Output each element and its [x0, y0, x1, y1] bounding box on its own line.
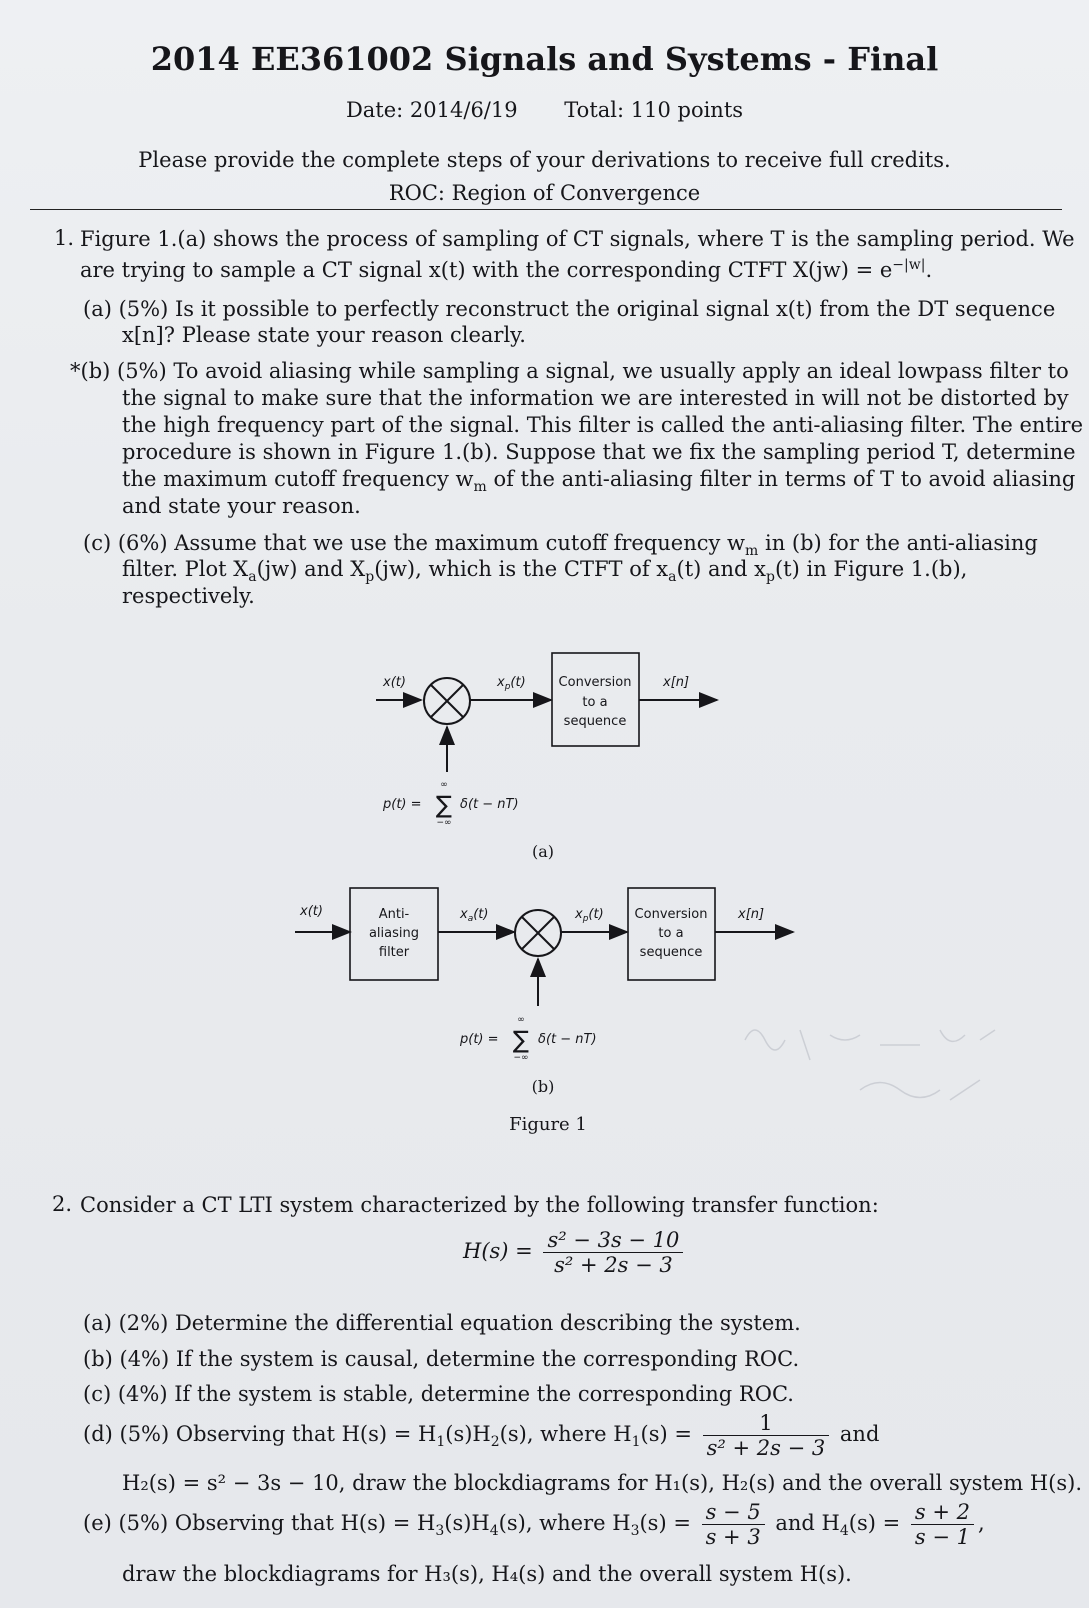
q2d-line2: H₂(s) = s² − 3s − 10, draw the blockdiagrams for H₁(s), H₂(s) and the overall system H(s).: [122, 1471, 1082, 1495]
q2e-fraction-2: $\frac{s + 2}{s - 1}$: [911, 1500, 974, 1549]
fig1a-pulse-label: p(t) =: [383, 797, 422, 812]
q2a: (a) (2%) Determine the differential equation describing the system.: [83, 1311, 801, 1335]
q1b-line1: *(b) (5%) To avoid aliasing while sampling a signal, we usually apply an ideal lowpass filter to: [70, 359, 1069, 383]
fig1b-input-label: x(t): [300, 904, 323, 919]
q2b: (b) (4%) If the system is causal, determine the corresponding ROC.: [83, 1347, 800, 1371]
bleed-through-marks: [740, 1010, 1040, 1130]
q1b-line2: the signal to make sure that the information we are interested in will not be distorted by: [122, 386, 1069, 410]
svg-text:−∞: −∞: [513, 1053, 529, 1063]
exam-total: Total: 110 points: [564, 98, 744, 122]
figure-1-caption: Figure 1: [509, 1114, 587, 1135]
fig1b-xp-label: $x_p(t)$: [575, 907, 604, 924]
q2-transfer-function: H(s) = $\frac{\text{s² − 3s − 10}}{\text{s² + 2s − 3}}$: [463, 1228, 687, 1277]
header-divider: [30, 209, 1062, 210]
q2c: (c) (4%) If the system is stable, determine the corresponding ROC.: [83, 1382, 794, 1406]
svg-text:sequence: sequence: [563, 714, 627, 729]
roc-note: ROC: Region of Convergence: [388, 181, 701, 205]
svg-text:∑: ∑: [435, 791, 453, 819]
svg-text:sequence: sequence: [639, 945, 703, 960]
q1c-line2: filter. Plot $X_a(jw)$ and $X_p(jw)$, which is the CTFT of $x_a(t)$ and $x_p(t)$ in Figure 1.(b),: [122, 557, 968, 586]
q2-h-fraction: $\frac{\text{s² − 3s − 10}}{\text{s² + 2s − 3}}$: [543, 1228, 683, 1277]
svg-text:−∞: −∞: [436, 818, 452, 828]
fig1a-mid-label: $x_p(t)$: [497, 675, 526, 692]
figure-1b: [295, 888, 793, 1096]
q2d-fraction: $\frac{1}{\text{s² + 2s − 3}}$: [703, 1411, 830, 1460]
q1a-line2: x[n]? Please state your reason clearly.: [122, 323, 526, 347]
fig1b-xa-label: $x_a(t)$: [460, 907, 489, 924]
q2-number: 2.: [52, 1192, 73, 1216]
q2e-line2: draw the blockdiagrams for H₃(s), H₄(s) and the overall system H(s).: [122, 1562, 852, 1586]
fig1a-output-label: x[n]: [663, 675, 690, 690]
q2d-line1: (d) (5%) Observing that $H(s) = H_1(s)H_2(s)$, where $H_1(s)$ = $\frac{1}{\text{s² + 2s − 3}}$ and: [83, 1411, 880, 1460]
q1-intro-line1: Figure 1.(a) shows the process of sampling of CT signals, where T is the sampling period. We: [80, 227, 1075, 251]
q1b-line4: procedure is shown in Figure 1.(b). Suppose that we fix the sampling period T, determine: [122, 440, 1076, 464]
svg-text:Anti-: Anti-: [378, 907, 410, 922]
q2-intro: Consider a CT LTI system characterized by the following transfer function:: [80, 1193, 879, 1217]
svg-text:Conversion: Conversion: [558, 675, 632, 690]
fig1b-caption: (b): [531, 1077, 555, 1096]
svg-text:δ(t − nT): δ(t − nT): [538, 1032, 597, 1047]
fig1b-output-label: x[n]: [738, 907, 765, 922]
exam-meta: [0, 98, 1089, 122]
svg-text:∞: ∞: [440, 780, 448, 790]
exam-date: Date: 2014/6/19: [345, 98, 518, 122]
q1b-line6: and state your reason.: [122, 494, 361, 518]
fig1a-caption: (a): [531, 842, 555, 861]
svg-text:∑: ∑: [512, 1026, 530, 1054]
q1b-line5: the maximum cutoff frequency $w_m$ of the anti-aliasing filter in terms of T to avoid aliasing: [122, 467, 1076, 496]
figure-1a: [376, 653, 717, 861]
svg-text:δ(t − nT): δ(t − nT): [460, 797, 519, 812]
svg-text:∞: ∞: [517, 1015, 525, 1025]
q1-number: 1.: [54, 226, 75, 250]
q1c-line3: respectively.: [122, 584, 255, 608]
svg-text:Conversion: Conversion: [634, 907, 708, 922]
exam-title: 2014 EE361002 Signals and Systems - Final: [150, 40, 939, 78]
q1c-line1: (c) (6%) Assume that we use the maximum cutoff frequency $w_m$ in (b) for the anti-aliasing: [83, 531, 1038, 560]
q2e-fraction-1: $\frac{s - 5}{s + 3}$: [702, 1500, 765, 1549]
fig1a-input-label: x(t): [383, 675, 406, 690]
q1a-line1: (a) (5%) Is it possible to perfectly reconstruct the original signal x(t) from the DT sequence: [83, 297, 1056, 321]
svg-text:aliasing: aliasing: [368, 926, 420, 941]
svg-text:to a: to a: [658, 926, 684, 941]
svg-text:to a: to a: [582, 695, 608, 710]
q1-intro-line2: are trying to sample a CT signal x(t) with the corresponding CTFT $X(jw) = e^{-|w|}$.: [80, 257, 933, 282]
q1b-line3: the high frequency part of the signal. This filter is called the anti-aliasing filter. The entire: [122, 413, 1084, 437]
instructions: Please provide the complete steps of your derivations to receive full credits.: [138, 148, 951, 172]
q2e-line1: (e) (5%) Observing that $H(s) = H_3(s)H_4(s)$, where $H_3(s)$ = $\frac{s - 5}{s + 3}$ and $H_4(s)$ = $\frac{s + 2}{s - 1}$ ,: [83, 1500, 985, 1549]
svg-text:filter: filter: [378, 945, 410, 960]
fig1b-pulse-label: p(t) =: [460, 1032, 499, 1047]
